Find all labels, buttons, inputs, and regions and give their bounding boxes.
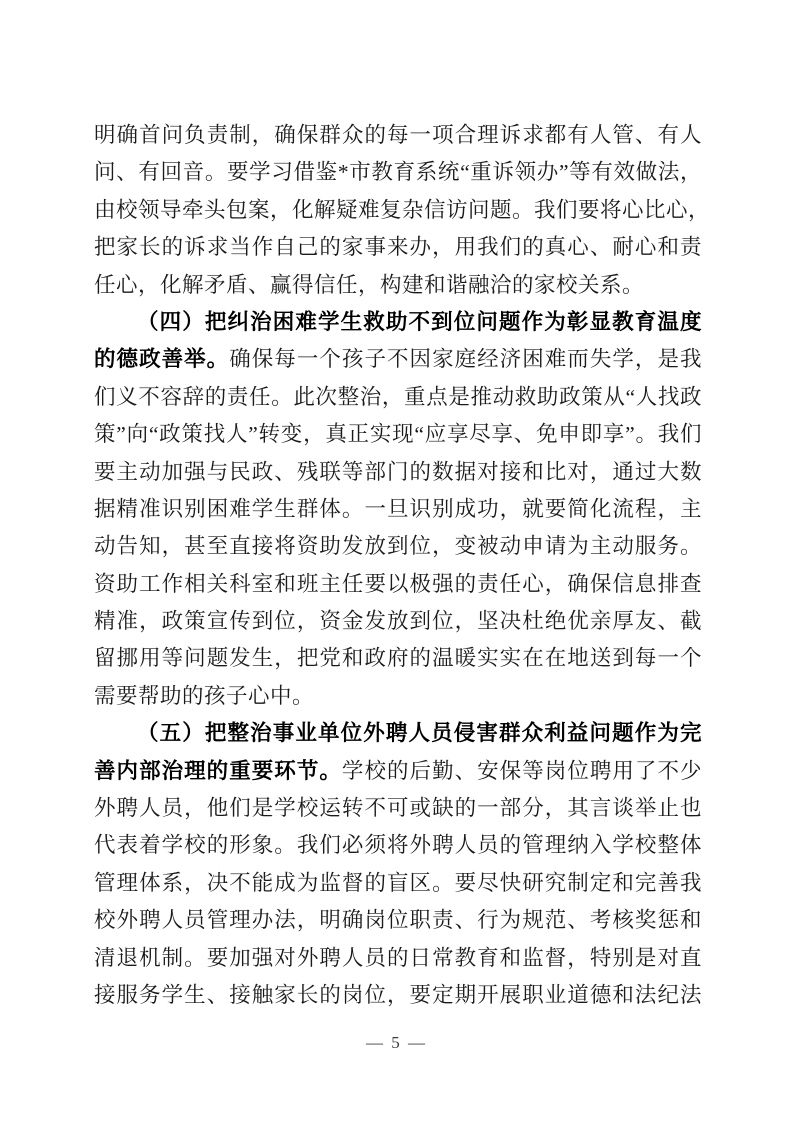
text-line — [94, 640, 702, 677]
text-line — [94, 566, 702, 603]
body-text-run: 问、有回音。要学习借鉴*市教育系统“重诉领办”等有效做法， — [94, 160, 702, 185]
body-text-run: 任心，化解矛盾、赢得信任，构建和谐融洽的家校关系。 — [94, 272, 645, 297]
body-text-run: 精准，政策宣传到位，资金发放到位，坚决杜绝优亲厚友、截 — [94, 609, 702, 634]
text-line — [94, 229, 702, 266]
text-line — [94, 528, 702, 565]
heading-text-run: 的德政善举。 — [94, 347, 230, 372]
heading-text-run: 善内部治理的重要环节。 — [94, 758, 342, 783]
body-text-run: 需要帮助的孩子心中。 — [94, 683, 315, 708]
body-text-run: 把家长的诉求当作自己的家事来办，用我们的真心、耐心和责 — [94, 235, 702, 260]
body-text-run: 要主动加强与民政、残联等部门的数据对接和比对，通过大数 — [94, 459, 702, 484]
body-text-run: 据精准识别困难学生群体。一旦识别成功，就要简化流程，主 — [94, 496, 702, 521]
body-text-run: 校外聘人员管理办法，明确岗位职责、行为规范、考核奖惩和 — [94, 908, 702, 933]
text-line — [94, 940, 702, 977]
text-line — [94, 267, 702, 304]
text-line — [94, 977, 702, 1014]
body-text-run: 由校领导牵头包案，化解疑难复杂信访问题。我们要将心比心， — [94, 197, 711, 222]
body-text-run: 明确首问负责制，确保群众的每一项合理诉求都有人管、有人 — [94, 123, 702, 147]
text-line — [94, 304, 702, 341]
body-text-run: 外聘人员，他们是学校运转不可或缺的一部分，其言谈举止也 — [94, 796, 702, 821]
paragraph — [94, 715, 702, 1014]
paragraph — [94, 117, 711, 304]
body-text-run: 接服务学生、接触家长的岗位，要定期开展职业道德和法纪法 — [94, 982, 702, 1007]
text-line — [94, 154, 702, 191]
body-text-run: 代表着学校的形象。我们必须将外聘人员的管理纳入学校整体 — [94, 833, 702, 858]
text-line — [94, 491, 702, 528]
body-text-run: 动告知，甚至直接将资助发放到位，变被动申请为主动服务。 — [94, 534, 702, 559]
body-text-run: 清退机制。要加强对外聘人员的日常教育和监督，特别是对直 — [94, 945, 702, 970]
body-text-run: 确保每一个孩子不因家庭经济困难而失学，是我 — [229, 347, 702, 372]
text-line — [94, 454, 702, 491]
body-text-run: 们义不容辞的责任。此次整治，重点是推动救助政策从“人找政 — [94, 384, 702, 409]
text-line — [94, 715, 702, 752]
text-line — [94, 341, 702, 378]
body-text-run: 留挪用等问题发生，把党和政府的温暖实实在在地送到每一个 — [94, 646, 702, 671]
body-text-run: 管理体系，决不能成为监督的盲区。要尽快研究制定和完善我 — [94, 870, 702, 895]
heading-text-run: （五）把整治事业单位外聘人员侵害群众利益问题作为完 — [137, 721, 702, 746]
text-line — [94, 790, 702, 827]
text-line — [94, 827, 702, 864]
heading-text-run: （四）把纠治困难学生救助不到位问题作为彰显教育温度 — [137, 309, 702, 334]
text-line — [94, 753, 702, 790]
paragraph — [94, 304, 702, 715]
text-line — [94, 117, 702, 154]
text-line — [94, 902, 702, 939]
page-number: — 5 — — [366, 1033, 427, 1052]
document-body — [94, 117, 711, 1014]
text-line — [94, 379, 702, 416]
body-text-run: 资助工作相关科室和班主任要以极强的责任心，确保信息排查 — [94, 571, 702, 596]
text-line — [94, 678, 702, 715]
text-line — [94, 416, 702, 453]
text-line — [94, 603, 702, 640]
body-text-run: 策”向“政策找人”转变，真正实现“应享尽享、免申即享”。我们 — [94, 422, 702, 447]
text-line — [94, 192, 711, 229]
body-text-run: 学校的后勤、安保等岗位聘用了不少 — [341, 758, 702, 783]
text-line — [94, 865, 702, 902]
